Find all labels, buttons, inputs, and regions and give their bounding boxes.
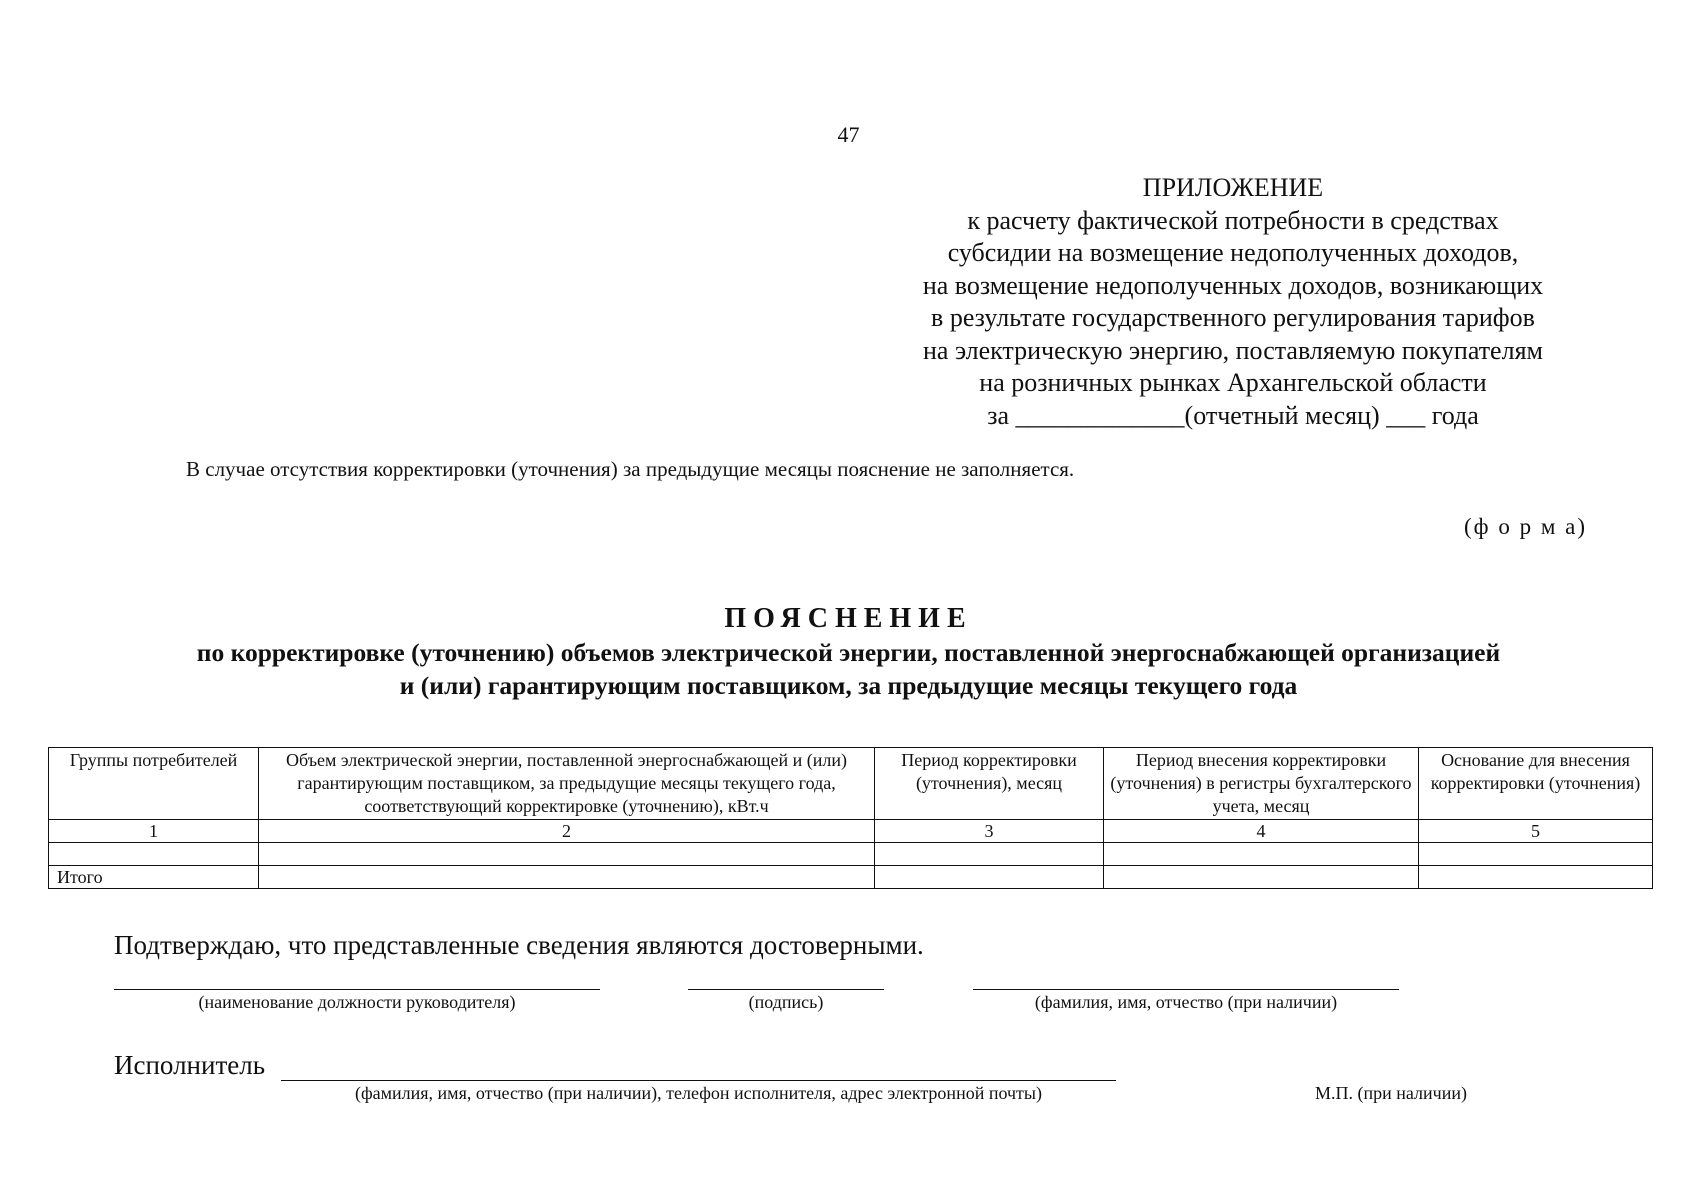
table-cell [1104, 866, 1419, 889]
appendix-line: субсидии на возмещение недополученных доходов, [947, 238, 1519, 267]
document-subtitle [0, 637, 1697, 702]
confirmation-statement: Подтверждаю, что представленные сведения являются достоверными. [114, 930, 924, 960]
table-cell [1104, 843, 1419, 866]
appendix-heading: ПРИЛОЖЕНИЕ [1142, 173, 1324, 202]
executor-line [281, 1080, 1116, 1081]
total-label: Итого [49, 866, 259, 889]
header-accounting-period: Период внесения корректировки (уточнения) в регистры бухгалтерского учета, месяц [1104, 748, 1419, 820]
appendix-line: на розничных рынках Архангельской области [979, 368, 1487, 397]
table-cell [875, 843, 1104, 866]
table-row [49, 843, 1653, 866]
header-basis: Основание для внесения корректировки (уточнения) [1419, 748, 1653, 820]
page-number: 47 [837, 122, 860, 147]
column-number: 3 [875, 820, 1104, 843]
appendix-line: к расчету фактической потребности в средствах [967, 205, 1499, 235]
table-cell [875, 866, 1104, 889]
table-total-row [49, 866, 1653, 889]
position-caption: (наименование должности руководителя) [198, 992, 516, 1012]
appendix-line: на электрическую энергию, поставляемую покупателям [922, 335, 1543, 365]
subtitle-line: по корректировке (уточнению) объемов электрической энергии, поставленной энергоснабжающей организацией [196, 638, 1501, 667]
name-caption: (фамилия, имя, отчество (при наличии) [1034, 992, 1338, 1012]
subtitle-line: и (или) гарантирующим поставщиком, за предыдущие месяцы текущего года [399, 670, 1298, 700]
header-consumer-groups: Группы потребителей [49, 748, 259, 820]
table-cell [1419, 843, 1653, 866]
appendix-period-line: за _____________(отчетный месяц) ___ года [987, 400, 1479, 430]
correction-table [48, 747, 1653, 889]
table-cell [1419, 866, 1653, 889]
executor-caption: (фамилия, имя, отчество (при наличии), телефон исполнителя, адрес электронной почты) [354, 1083, 1043, 1103]
document-title: ПОЯСНЕНИЕ [724, 603, 973, 634]
column-number: 5 [1419, 820, 1653, 843]
position-signature-line [114, 989, 600, 990]
header-energy-volume: Объем электрической энергии, поставленной энергоснабжающей и (или) гарантирующим поставщиком, за предыдущие месяцы текущего года, соответствующий корректировке (уточнению), кВт.ч [259, 748, 875, 820]
signature-line [688, 989, 884, 990]
name-signature-line [973, 989, 1399, 990]
table-cell [259, 866, 875, 889]
table-cell [49, 843, 259, 866]
appendix-line: в результате государственного регулирования тарифов [931, 303, 1535, 332]
form-mark: (ф о р м а) [1464, 514, 1587, 539]
appendix-line: на возмещение недополученных доходов, возникающих [922, 270, 1544, 300]
column-number: 4 [1104, 820, 1419, 843]
column-number: 1 [49, 820, 259, 843]
signature-caption: (подпись) [748, 992, 824, 1012]
appendix-block [875, 172, 1591, 432]
table-cell [259, 843, 875, 866]
header-correction-period: Период корректировки (уточнения), месяц [875, 748, 1104, 820]
column-number-row [49, 820, 1653, 843]
table-header-row [49, 748, 1653, 820]
instruction-note: В случае отсутствия корректировки (уточнения) за предыдущие месяцы пояснение не заполняется. [186, 457, 1075, 481]
stamp-caption: М.П. (при наличии) [1315, 1083, 1467, 1103]
executor-label: Исполнитель [114, 1050, 266, 1080]
column-number: 2 [259, 820, 875, 843]
